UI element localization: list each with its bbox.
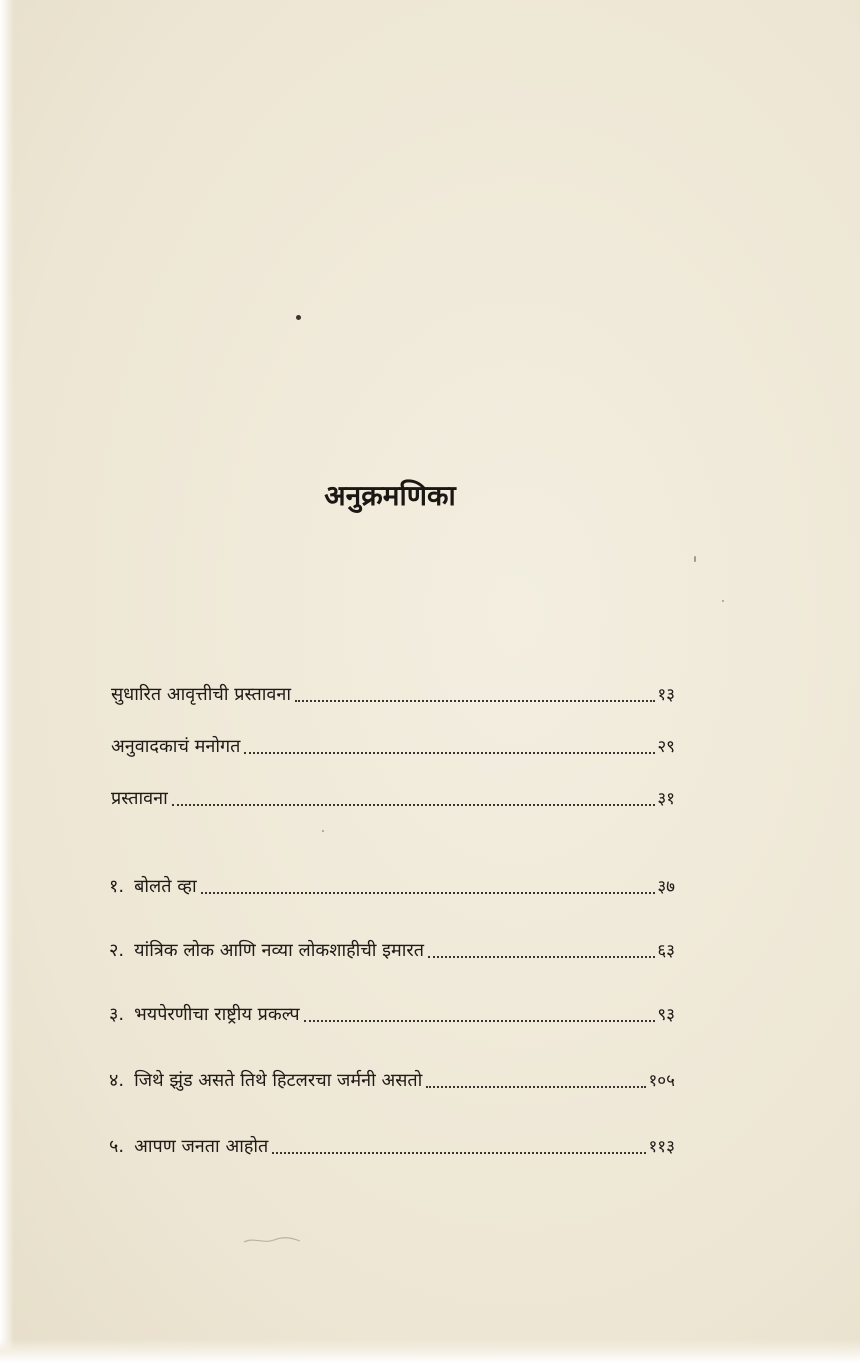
toc-entry-chapter-1 [109, 868, 675, 900]
toc-entry-number: ४. [109, 1070, 125, 1091]
toc-entry-number: २. [109, 940, 125, 961]
dot-leader [244, 751, 655, 754]
toc-entry-chapter-5 [109, 1128, 675, 1160]
dot-leader [304, 1019, 656, 1022]
toc-entry-translator-note [109, 728, 675, 760]
dot-leader [201, 891, 656, 894]
toc-entry-number: ५. [109, 1136, 125, 1157]
toc-entry-label: यांत्रिक लोक आणि नव्या लोकशाहीची इमारत [134, 940, 425, 961]
toc-entry-label: आपण जनता आहोत [134, 1136, 269, 1157]
ink-dot [296, 315, 301, 320]
toc-entry-label: प्रस्तावना [111, 788, 168, 809]
toc-entry-page: १३ [657, 685, 675, 705]
toc-entry-page: ३७ [657, 877, 675, 897]
page-edge [0, 1339, 860, 1363]
dot-leader [428, 955, 655, 958]
toc-entry-chapter-4 [109, 1062, 675, 1094]
toc-entry-page: १०५ [648, 1071, 675, 1091]
toc-entry-label: जिथे झुंड असते तिथे हिटलरचा जर्मनी असतो [134, 1070, 423, 1091]
toc-entry-chapter-2 [109, 932, 675, 964]
toc-entry-label: बोलते व्हा [134, 876, 197, 897]
dot-leader [272, 1151, 646, 1154]
toc-entry-page: ६३ [657, 941, 675, 961]
toc-entry-label: सुधारित आवृत्तीची प्रस्तावना [111, 684, 292, 705]
toc-entry-label: अनुवादकाचं मनोगत [111, 736, 241, 757]
toc-entry-page: २९ [657, 737, 675, 757]
dot-leader [295, 699, 655, 702]
dot-leader [172, 803, 655, 806]
toc-entry-number: १. [109, 876, 125, 897]
toc-entry-page: ३१ [657, 789, 675, 809]
dot-leader [426, 1085, 646, 1088]
toc-entry-number: ३. [109, 1004, 125, 1025]
toc-entry-preface [109, 780, 675, 812]
smudge-mark [242, 1234, 302, 1246]
ink-speck [722, 600, 724, 602]
ink-speck [694, 556, 696, 562]
toc-entry-page: ९३ [657, 1005, 675, 1025]
page-edge [0, 0, 14, 1363]
toc-entry-label: भयपेरणीचा राष्ट्रीय प्रकल्प [134, 1004, 300, 1025]
toc-entry-page: ११३ [648, 1137, 675, 1157]
ink-speck [322, 830, 324, 832]
page-title: अनुक्रमणिका [324, 479, 456, 512]
toc-entry-chapter-3 [109, 996, 675, 1028]
toc-entry-preface-revised [109, 676, 675, 708]
